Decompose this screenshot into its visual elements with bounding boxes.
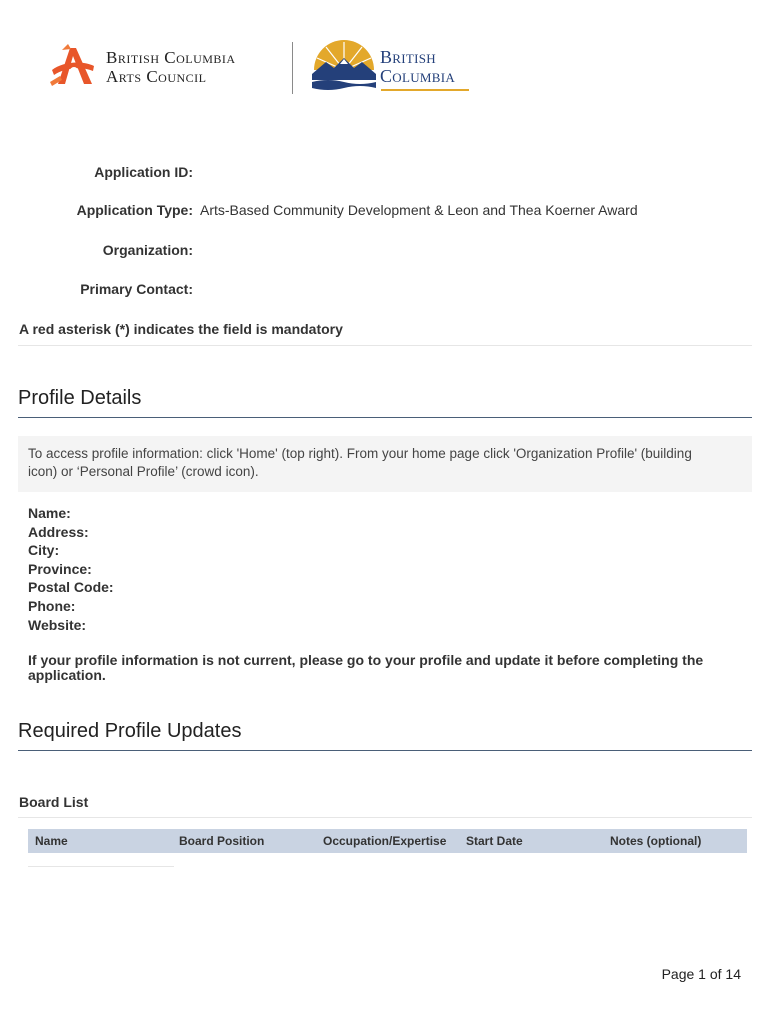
british-columbia-wordmark — [380, 48, 455, 86]
column-header-name: Name — [35, 834, 68, 848]
organization-row — [0, 242, 770, 264]
application-type-row — [0, 202, 770, 224]
field-website-label: Website: — [28, 616, 87, 633]
column-header-start-date: Start Date — [466, 834, 523, 848]
bc-arts-council-wordmark — [106, 48, 236, 86]
divider — [18, 345, 752, 346]
profile-info-box — [18, 436, 752, 492]
field-phone-label: Phone: — [28, 597, 76, 614]
bcac-line-1: British Columbia — [106, 48, 236, 67]
field-province-label: Province: — [28, 560, 92, 577]
logo-divider — [292, 42, 293, 94]
column-header-occupation: Occupation/Expertise — [323, 834, 447, 848]
page-number: Page 1 of 14 — [661, 966, 741, 982]
mandatory-field-note: A red asterisk (*) indicates the field is mandatory — [19, 321, 343, 337]
field-postal-code-label: Postal Code: — [28, 579, 114, 596]
divider — [18, 817, 752, 818]
profile-details-title: Profile Details — [18, 387, 142, 409]
primary-contact-label: Primary Contact: — [80, 281, 193, 297]
page-header — [48, 38, 498, 98]
bc-wordmark-underline — [381, 89, 469, 91]
field-address-label: Address: — [28, 523, 89, 540]
column-header-board-position: Board Position — [179, 834, 265, 848]
british-columbia-logo — [310, 40, 378, 92]
application-id-label: Application ID: — [94, 164, 193, 180]
board-list-table-header — [28, 829, 747, 853]
table-row — [28, 866, 174, 867]
profile-update-notice — [28, 653, 748, 683]
bcac-line-2: Arts Council — [106, 67, 207, 86]
section-rule — [18, 417, 752, 418]
bc-arts-council-logo — [48, 40, 98, 90]
bc-line-2: Columbia — [380, 66, 456, 86]
section-rule — [18, 750, 752, 751]
notice-line-2: application. — [28, 667, 106, 683]
required-updates-title: Required Profile Updates — [18, 720, 242, 742]
field-name-label: Name: — [28, 505, 71, 521]
column-header-notes: Notes (optional) — [610, 834, 702, 848]
field-city-label: City: — [28, 542, 60, 559]
application-type-value: Arts-Based Community Development & Leon and Thea Koerner Award — [200, 202, 638, 218]
board-list-title: Board List — [19, 794, 89, 810]
bc-line-1: British — [380, 47, 436, 67]
info-line-1: To access profile information: click 'Home' (top right). From your home page click 'Organization Profile' (building — [28, 446, 692, 461]
primary-contact-row — [0, 281, 770, 303]
info-line-2: icon) or ‘Personal Profile’ (crowd icon). — [28, 464, 259, 479]
application-id-row — [0, 164, 770, 186]
notice-line-1: If your profile information is not current, please go to your profile and update it before completing the — [28, 652, 704, 668]
application-type-label: Application Type: — [76, 202, 193, 218]
organization-label: Organization: — [102, 242, 193, 258]
profile-fields-list — [28, 504, 114, 634]
